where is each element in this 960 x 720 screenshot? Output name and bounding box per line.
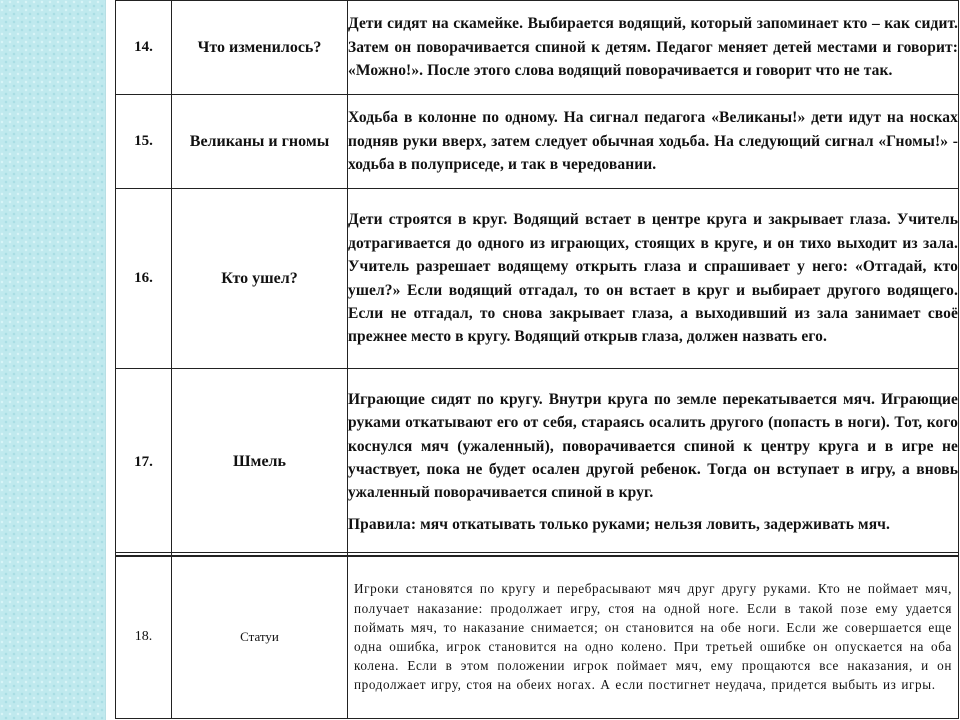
decorative-side-band [0, 0, 106, 720]
game-name: Великаны и гномы [172, 95, 348, 189]
game-name: Шмель [172, 369, 348, 556]
game-description [348, 95, 959, 189]
game-description [348, 189, 959, 369]
game-description [348, 556, 959, 719]
row-number: 16. [116, 189, 172, 369]
table-row [116, 369, 959, 556]
description-text: Дети строятся в круг. Водящий встает в центре круга и закрывает глаза. Учитель дотрагивается до одного из играющих, стоящих в круге, и он тихо выходит из зала. Учитель разрешает водящему открыть глаза и спрашивает у него: «Отгадай, кто ушел?» Если водящий отгадал, то он встает в круг и выбирает другого водящего. Если не отгадал, то снова закрывает глаза, а выходивший из зала занимает своё прежнее место в кругу. Водящий открыв глаза, должен назвать его. [348, 211, 958, 346]
row-number: 18. [116, 556, 172, 719]
description-text: Игроки становятся по кругу и перебрасывают мяч друг другу руками. Кто не поймает мяч, получает наказание: продолжает игру, стоя на одной ноге. Если в такой позе ему удается поймать мяч, то наказание снимается; он становится на обе ноги. Если же совершается еще одна ошибка, игрок становится на одно колено. При третьей ошибке он опускается на оба колена. Если в этом положении игрок поймает мяч, ему прощаются все наказания, и он продолжает игру, стоя на обеих ногах. А если постигнет неудача, придется выбыть из игры. [354, 581, 952, 693]
description-text: Дети сидят на скамейке. Выбирается водящий, который запоминает кто – как сидит. Затем он поворачивается спиной к детям. Педагог меняет детей местами и говорит: «Можно!». После этого слова водящий поворачивается и говорит что не так. [348, 15, 958, 80]
description-text: Играющие сидят по кругу. Внутри круга по земле перекатывается мяч. Играющие руками откатывают его от себя, стараясь осалить другого (попасть в ноги). Тот, кого коснулся мяч (ужаленный), поворачивается спиной к центру круга и в игре не участвует, пока не будет осален другой ребенок. Тогда он вступает в игру, а вновь ужаленный поворачивается спиной в круг. [348, 390, 958, 502]
game-description [348, 369, 959, 556]
row-number: 14. [116, 1, 172, 95]
game-description [348, 1, 959, 95]
game-name: Что изменилось? [172, 1, 348, 95]
table-row [116, 95, 959, 189]
row-separator [115, 552, 958, 557]
game-name: Статуи [172, 556, 348, 719]
game-name: Кто ушел? [172, 189, 348, 369]
game-rules: Правила: мяч откатывать только руками; нельзя ловить, задерживать мяч. [348, 515, 890, 533]
table-row [116, 556, 959, 719]
table-row [116, 1, 959, 95]
row-number: 15. [116, 95, 172, 189]
row-number: 17. [116, 369, 172, 556]
table-row [116, 189, 959, 369]
description-text: Ходьба в колонне по одному. На сигнал педагога «Великаны!» дети идут на носках подняв руки вверх, затем следует обычная ходьба. На следующий сигнал «Гномы!» - ходьба в полуприседе, и так в чередовании. [348, 109, 958, 174]
games-table [115, 0, 959, 719]
